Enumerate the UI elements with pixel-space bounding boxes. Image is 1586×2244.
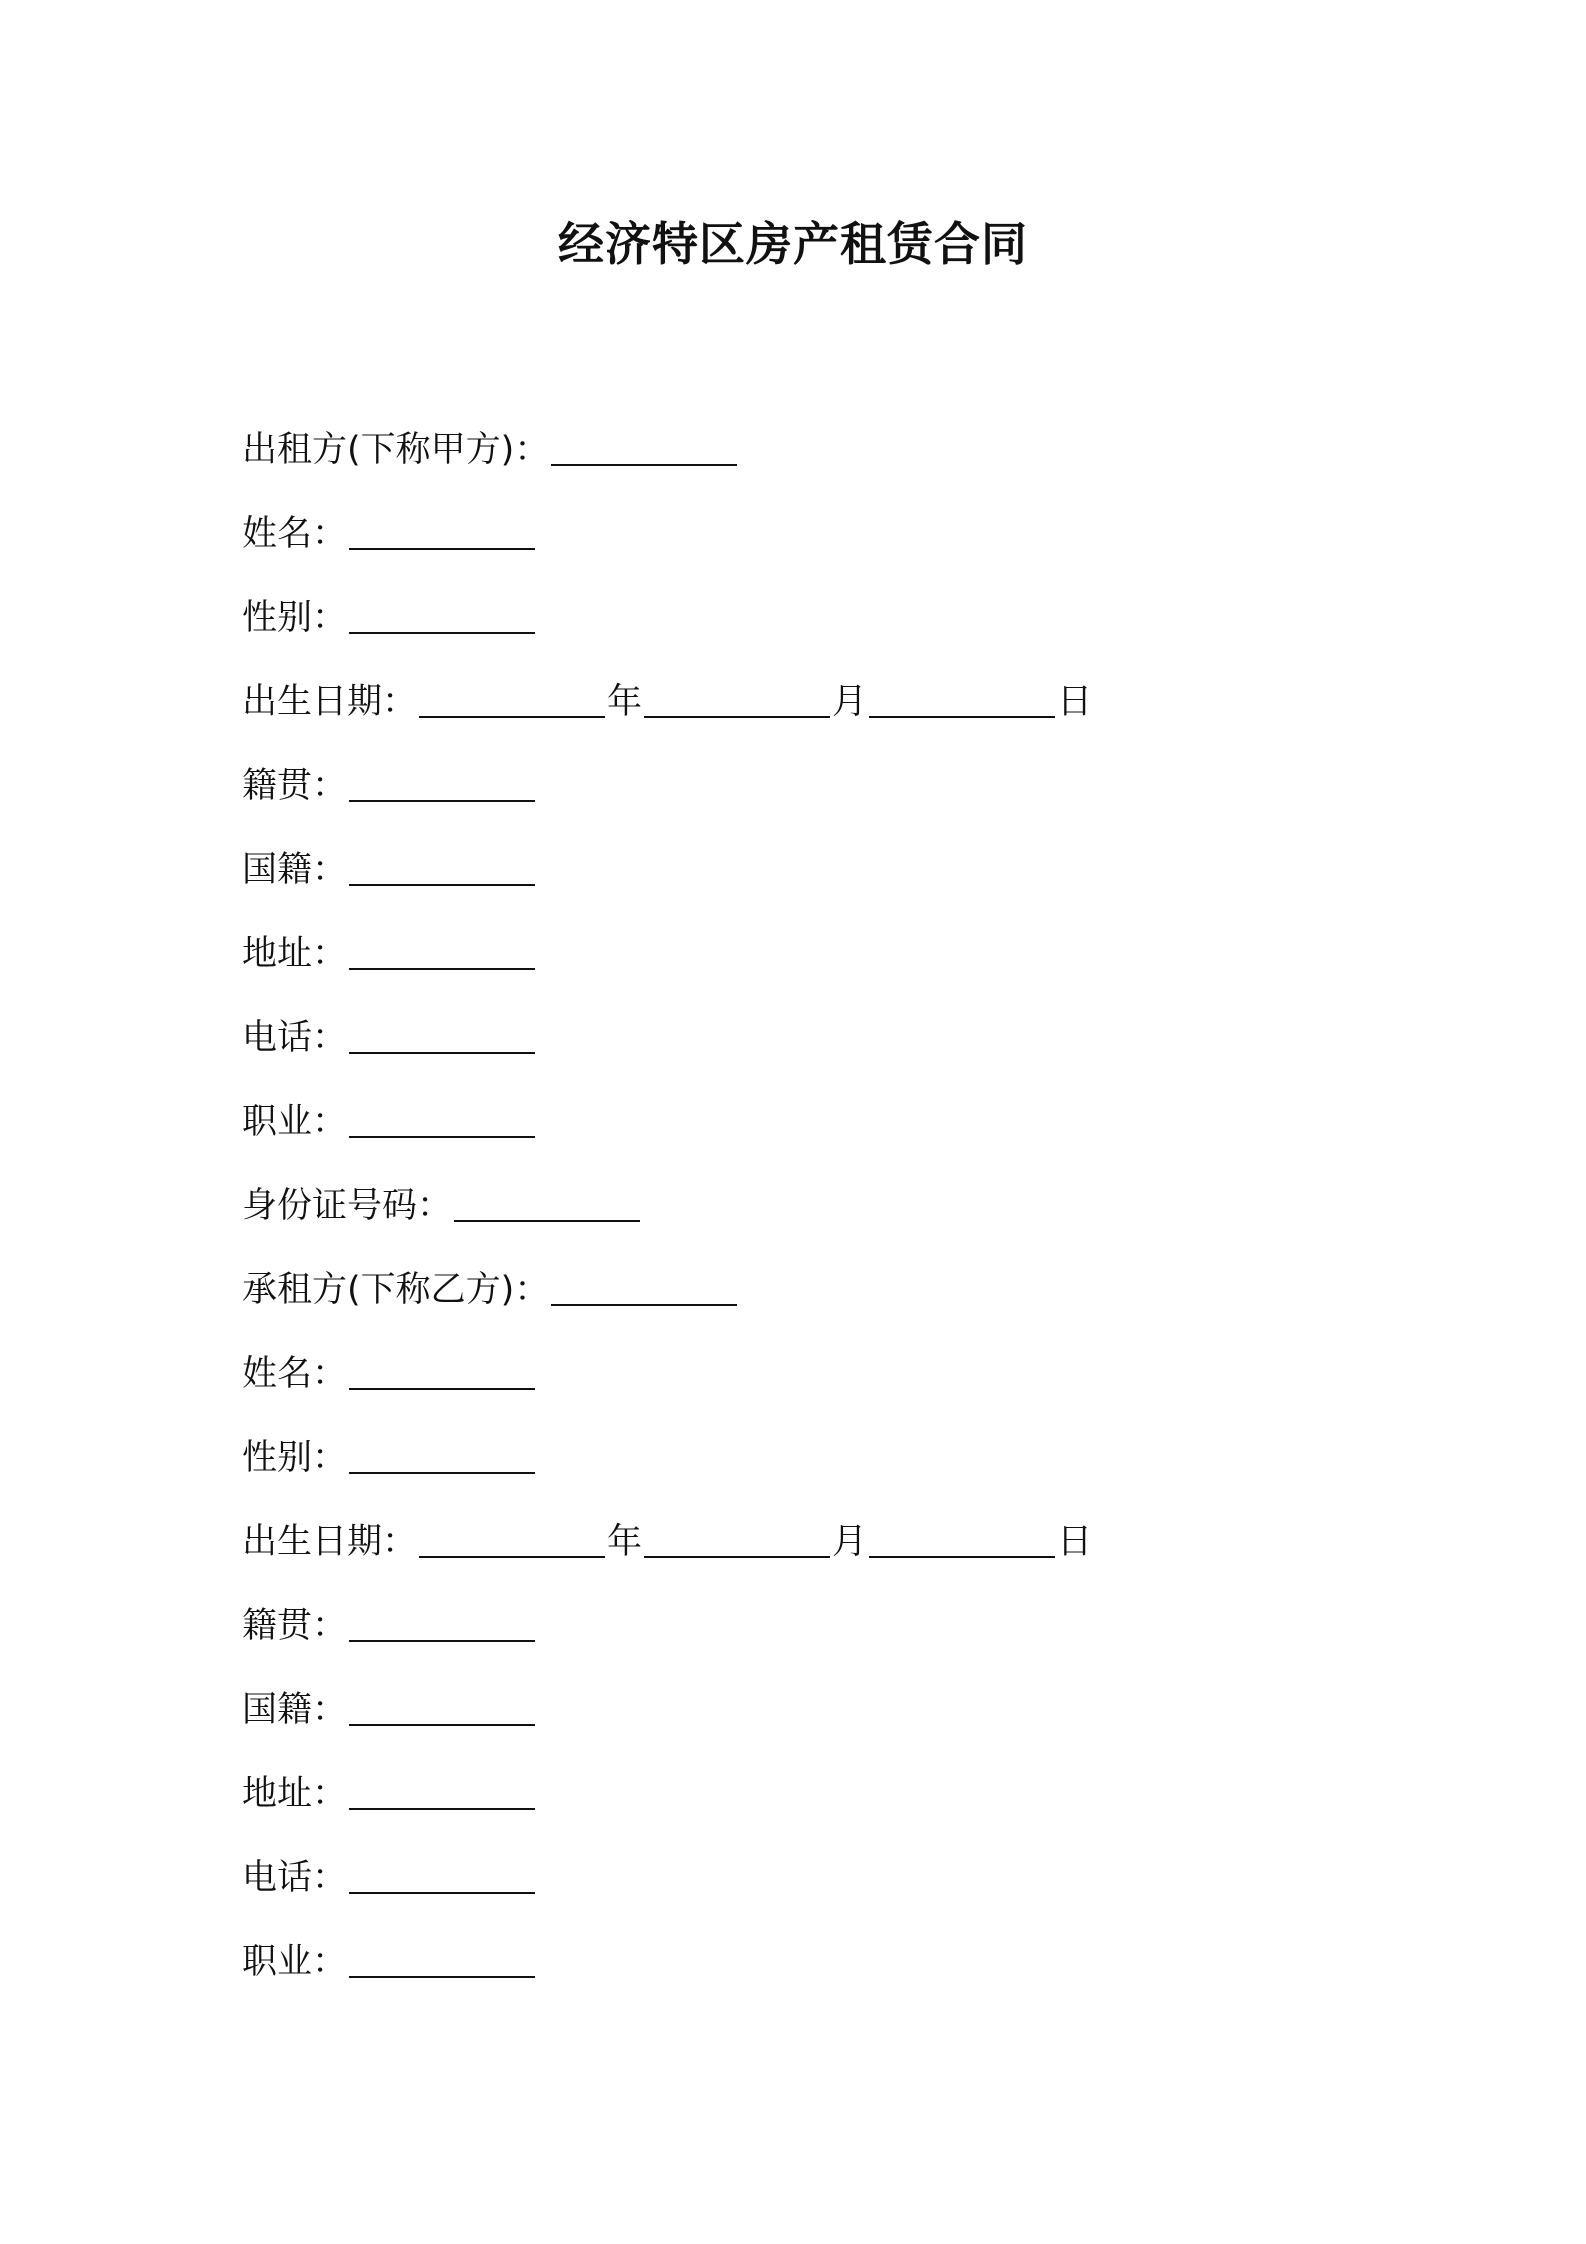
lessee-heading-label: 承租方(下称乙方)	[242, 1270, 515, 1310]
lessor-gender-blank[interactable]	[349, 602, 535, 634]
lessor-id-number-blank[interactable]	[454, 1190, 640, 1222]
lessor-birth-year-blank[interactable]	[419, 686, 605, 718]
lessee-occupation-label: 职业	[242, 1942, 313, 1982]
lessee-phone-row	[242, 1836, 1442, 1920]
year-unit: 年	[607, 1522, 643, 1562]
lessor-nationality-label: 国籍	[242, 850, 313, 890]
lessee-phone-blank[interactable]	[349, 1862, 535, 1894]
lessor-native-place-label: 籍贯	[242, 766, 313, 806]
lessee-nationality-blank[interactable]	[349, 1694, 535, 1726]
lessee-native-place-row	[242, 1584, 1442, 1668]
colon: ：	[312, 850, 348, 890]
year-unit: 年	[607, 682, 643, 722]
lessor-birth-date-label: 出生日期	[242, 682, 383, 722]
lessee-address-blank[interactable]	[349, 1778, 535, 1810]
lessor-gender-row	[242, 576, 1442, 660]
lessor-heading-blank[interactable]	[551, 434, 737, 466]
lessee-birth-year-blank[interactable]	[419, 1526, 605, 1558]
lessor-gender-label: 性别	[242, 598, 313, 638]
lessee-occupation-blank[interactable]	[349, 1946, 535, 1978]
lessor-occupation-row	[242, 1080, 1442, 1164]
day-unit: 日	[1057, 1522, 1093, 1562]
lessee-birth-day-blank[interactable]	[869, 1526, 1055, 1558]
lessee-heading-blank[interactable]	[551, 1274, 737, 1306]
lessor-phone-label: 电话	[242, 1018, 313, 1058]
lessor-address-label: 地址	[242, 934, 313, 974]
lessor-address-blank[interactable]	[349, 938, 535, 970]
lessor-phone-blank[interactable]	[349, 1022, 535, 1054]
lessee-gender-label: 性别	[242, 1438, 313, 1478]
colon: ：	[312, 1606, 348, 1646]
month-unit: 月	[832, 682, 868, 722]
colon: ：	[382, 682, 418, 722]
colon: ：	[312, 1690, 348, 1730]
lessor-heading-row	[242, 408, 1442, 492]
lessor-name-blank[interactable]	[349, 518, 535, 550]
lessee-address-label: 地址	[242, 1774, 313, 1814]
colon: ：	[312, 1438, 348, 1478]
form-fields	[242, 408, 1442, 2004]
lessor-name-label: 姓名	[242, 514, 313, 554]
colon: ：	[382, 1522, 418, 1562]
document-title: 经济特区房产租赁合同	[558, 217, 1028, 271]
lessor-occupation-blank[interactable]	[349, 1106, 535, 1138]
day-unit: 日	[1057, 682, 1093, 722]
colon: ：	[312, 1858, 348, 1898]
lessee-nationality-label: 国籍	[242, 1690, 313, 1730]
lessor-id-number-row	[242, 1164, 1442, 1248]
lessee-nationality-row	[242, 1668, 1442, 1752]
colon: ：	[312, 1102, 348, 1142]
colon: ：	[312, 1354, 348, 1394]
month-unit: 月	[832, 1522, 868, 1562]
colon: ：	[312, 1774, 348, 1814]
lessor-occupation-label: 职业	[242, 1102, 313, 1142]
lessor-nationality-row	[242, 828, 1442, 912]
colon: ：	[312, 598, 348, 638]
lessor-heading-label: 出租方(下称甲方)	[242, 430, 515, 470]
lessor-native-place-row	[242, 744, 1442, 828]
lessee-birth-date-row	[242, 1500, 1442, 1584]
lessor-birth-month-blank[interactable]	[644, 686, 830, 718]
lessee-occupation-row	[242, 1920, 1442, 2004]
colon: ：	[312, 1942, 348, 1982]
lessee-birth-date-label: 出生日期	[242, 1522, 383, 1562]
colon: ：	[312, 1018, 348, 1058]
lessee-native-place-blank[interactable]	[349, 1610, 535, 1642]
colon: ：	[312, 934, 348, 974]
lessee-native-place-label: 籍贯	[242, 1606, 313, 1646]
colon: ：	[417, 1186, 453, 1226]
lessee-address-row	[242, 1752, 1442, 1836]
lessor-id-number-label: 身份证号码	[242, 1186, 418, 1226]
lessor-phone-row	[242, 996, 1442, 1080]
lessor-birth-day-blank[interactable]	[869, 686, 1055, 718]
colon: ：	[514, 1270, 550, 1310]
lessor-native-place-blank[interactable]	[349, 770, 535, 802]
lessee-name-blank[interactable]	[349, 1358, 535, 1390]
colon: ：	[312, 766, 348, 806]
lessee-phone-label: 电话	[242, 1858, 313, 1898]
lessor-name-row	[242, 492, 1442, 576]
lessee-name-label: 姓名	[242, 1354, 313, 1394]
lessee-birth-month-blank[interactable]	[644, 1526, 830, 1558]
lessor-birth-date-row	[242, 660, 1442, 744]
colon: ：	[514, 430, 550, 470]
colon: ：	[312, 514, 348, 554]
lessee-heading-row	[242, 1248, 1442, 1332]
lessor-nationality-blank[interactable]	[349, 854, 535, 886]
lessee-name-row	[242, 1332, 1442, 1416]
lessee-gender-blank[interactable]	[349, 1442, 535, 1474]
lessee-gender-row	[242, 1416, 1442, 1500]
lessor-address-row	[242, 912, 1442, 996]
